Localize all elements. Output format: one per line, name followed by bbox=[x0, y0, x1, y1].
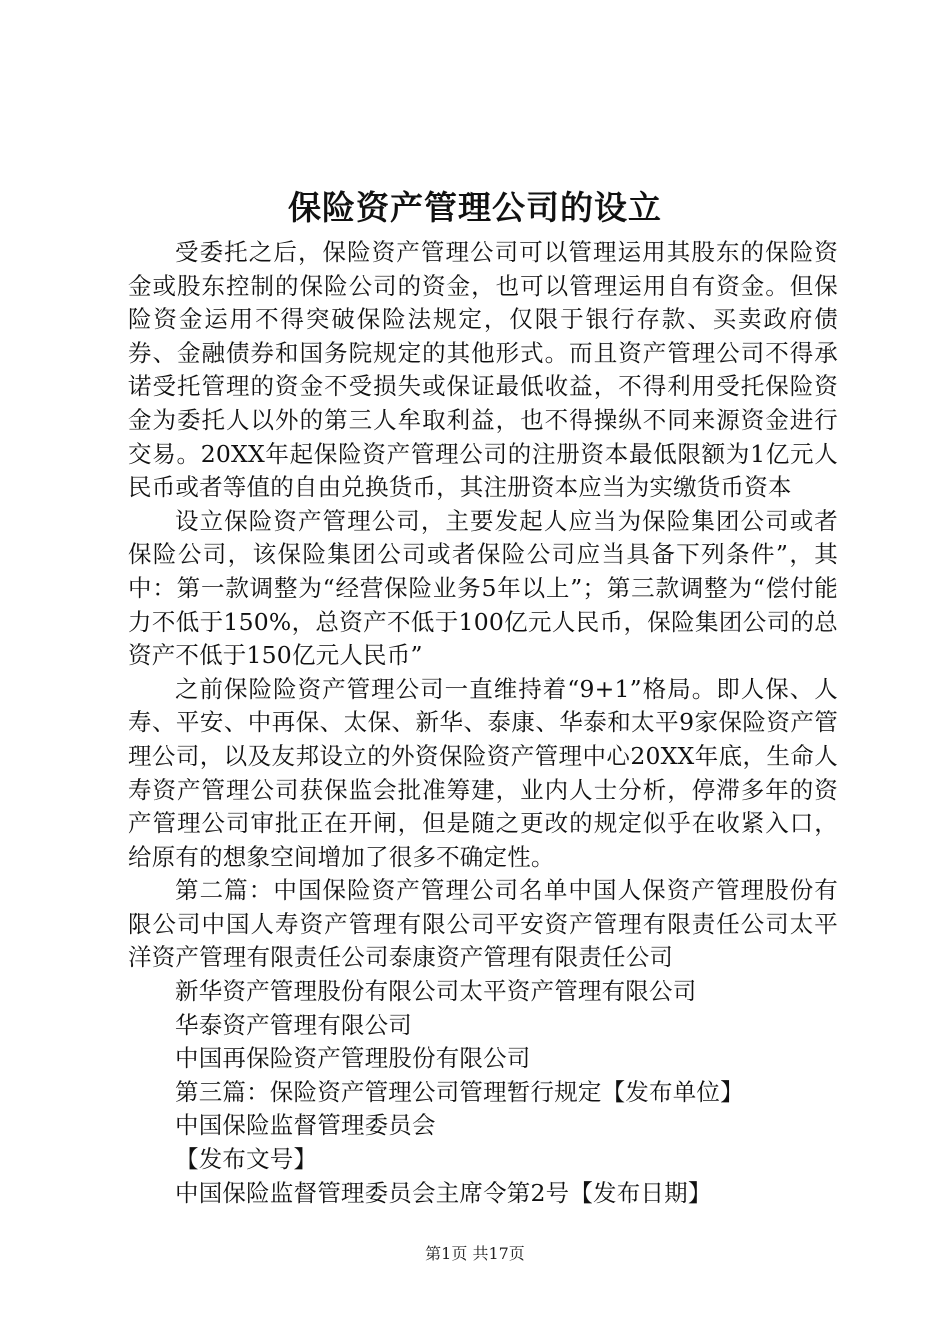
paragraph-2: 设立保险资产管理公司，主要发起人应当为保险集团公司或者保险公司，该保险集团公司或者保险公司应当具备下列条件”，其中：第一款调整为“经营保险业务5年以上”；第三款调整为“偿付能力不低于150%，总资产不低于100亿元人民币，保险集团公司的总资产不低于150亿元人民币” bbox=[128, 506, 838, 670]
document-title: 保险资产管理公司的设立 bbox=[288, 188, 662, 227]
text-line-6: 【发布文号】 bbox=[175, 1145, 318, 1174]
paragraph-1: 受委托之后，保险资产管理公司可以管理运用其股东的保险资金或股东控制的保险公司的资金，也可以管理运用自有资金。但保险资金运用不得突破保险法规定，仅限于银行存款、买卖政府债券、金融债券和国务院规定的其他形式。而且资产管理公司不得承诺受托管理的资金不受损失或保证最低收益，不得利用受托保险资金为委托人以外的第三人牟取利益，也不得操纵不同来源资金进行交易。20XX年起保险资产管理公司的注册资本最低限额为1亿元人民币或者等值的自由兑换货币，其注册资本应当为实缴货币资本 bbox=[128, 238, 838, 502]
text-line-7: 中国保险监督管理委员会主席令第2号【发布日期】 bbox=[175, 1178, 712, 1207]
page-number-footer: 第1页 共17页 bbox=[425, 1244, 525, 1263]
text-line-5: 中国保险监督管理委员会 bbox=[175, 1111, 436, 1140]
text-line-2: 华泰资产管理有限公司 bbox=[175, 1010, 412, 1039]
paragraph-3: 之前保险险资产管理公司一直维持着“9+1”格局。即人保、人寿、平安、中再保、太保、新华、泰康、华泰和太平9家保险资产管理公司，以及友邦设立的外资保险资产管理中心20XX年底，生命人寿资产管理公司获保监会批准筹建，业内人士分析，停滞多年的资产管理公司审批正在开闸，但是随之更改的规定似乎在收紧入口，给原有的想象空间增加了很多不确定性。 bbox=[128, 674, 838, 871]
paragraph-4: 第二篇：中国保险资产管理公司名单中国人保资产管理股份有限公司中国人寿资产管理有限公司平安资产管理有限责任公司太平洋资产管理有限责任公司泰康资产管理有限责任公司 bbox=[128, 876, 838, 972]
text-line-1: 新华资产管理股份有限公司太平资产管理有限公司 bbox=[175, 977, 697, 1006]
document-body bbox=[128, 236, 838, 1210]
text-line-4: 第三篇：保险资产管理公司管理暂行规定【发布单位】 bbox=[175, 1077, 744, 1106]
text-line-3: 中国再保险资产管理股份有限公司 bbox=[175, 1044, 531, 1073]
